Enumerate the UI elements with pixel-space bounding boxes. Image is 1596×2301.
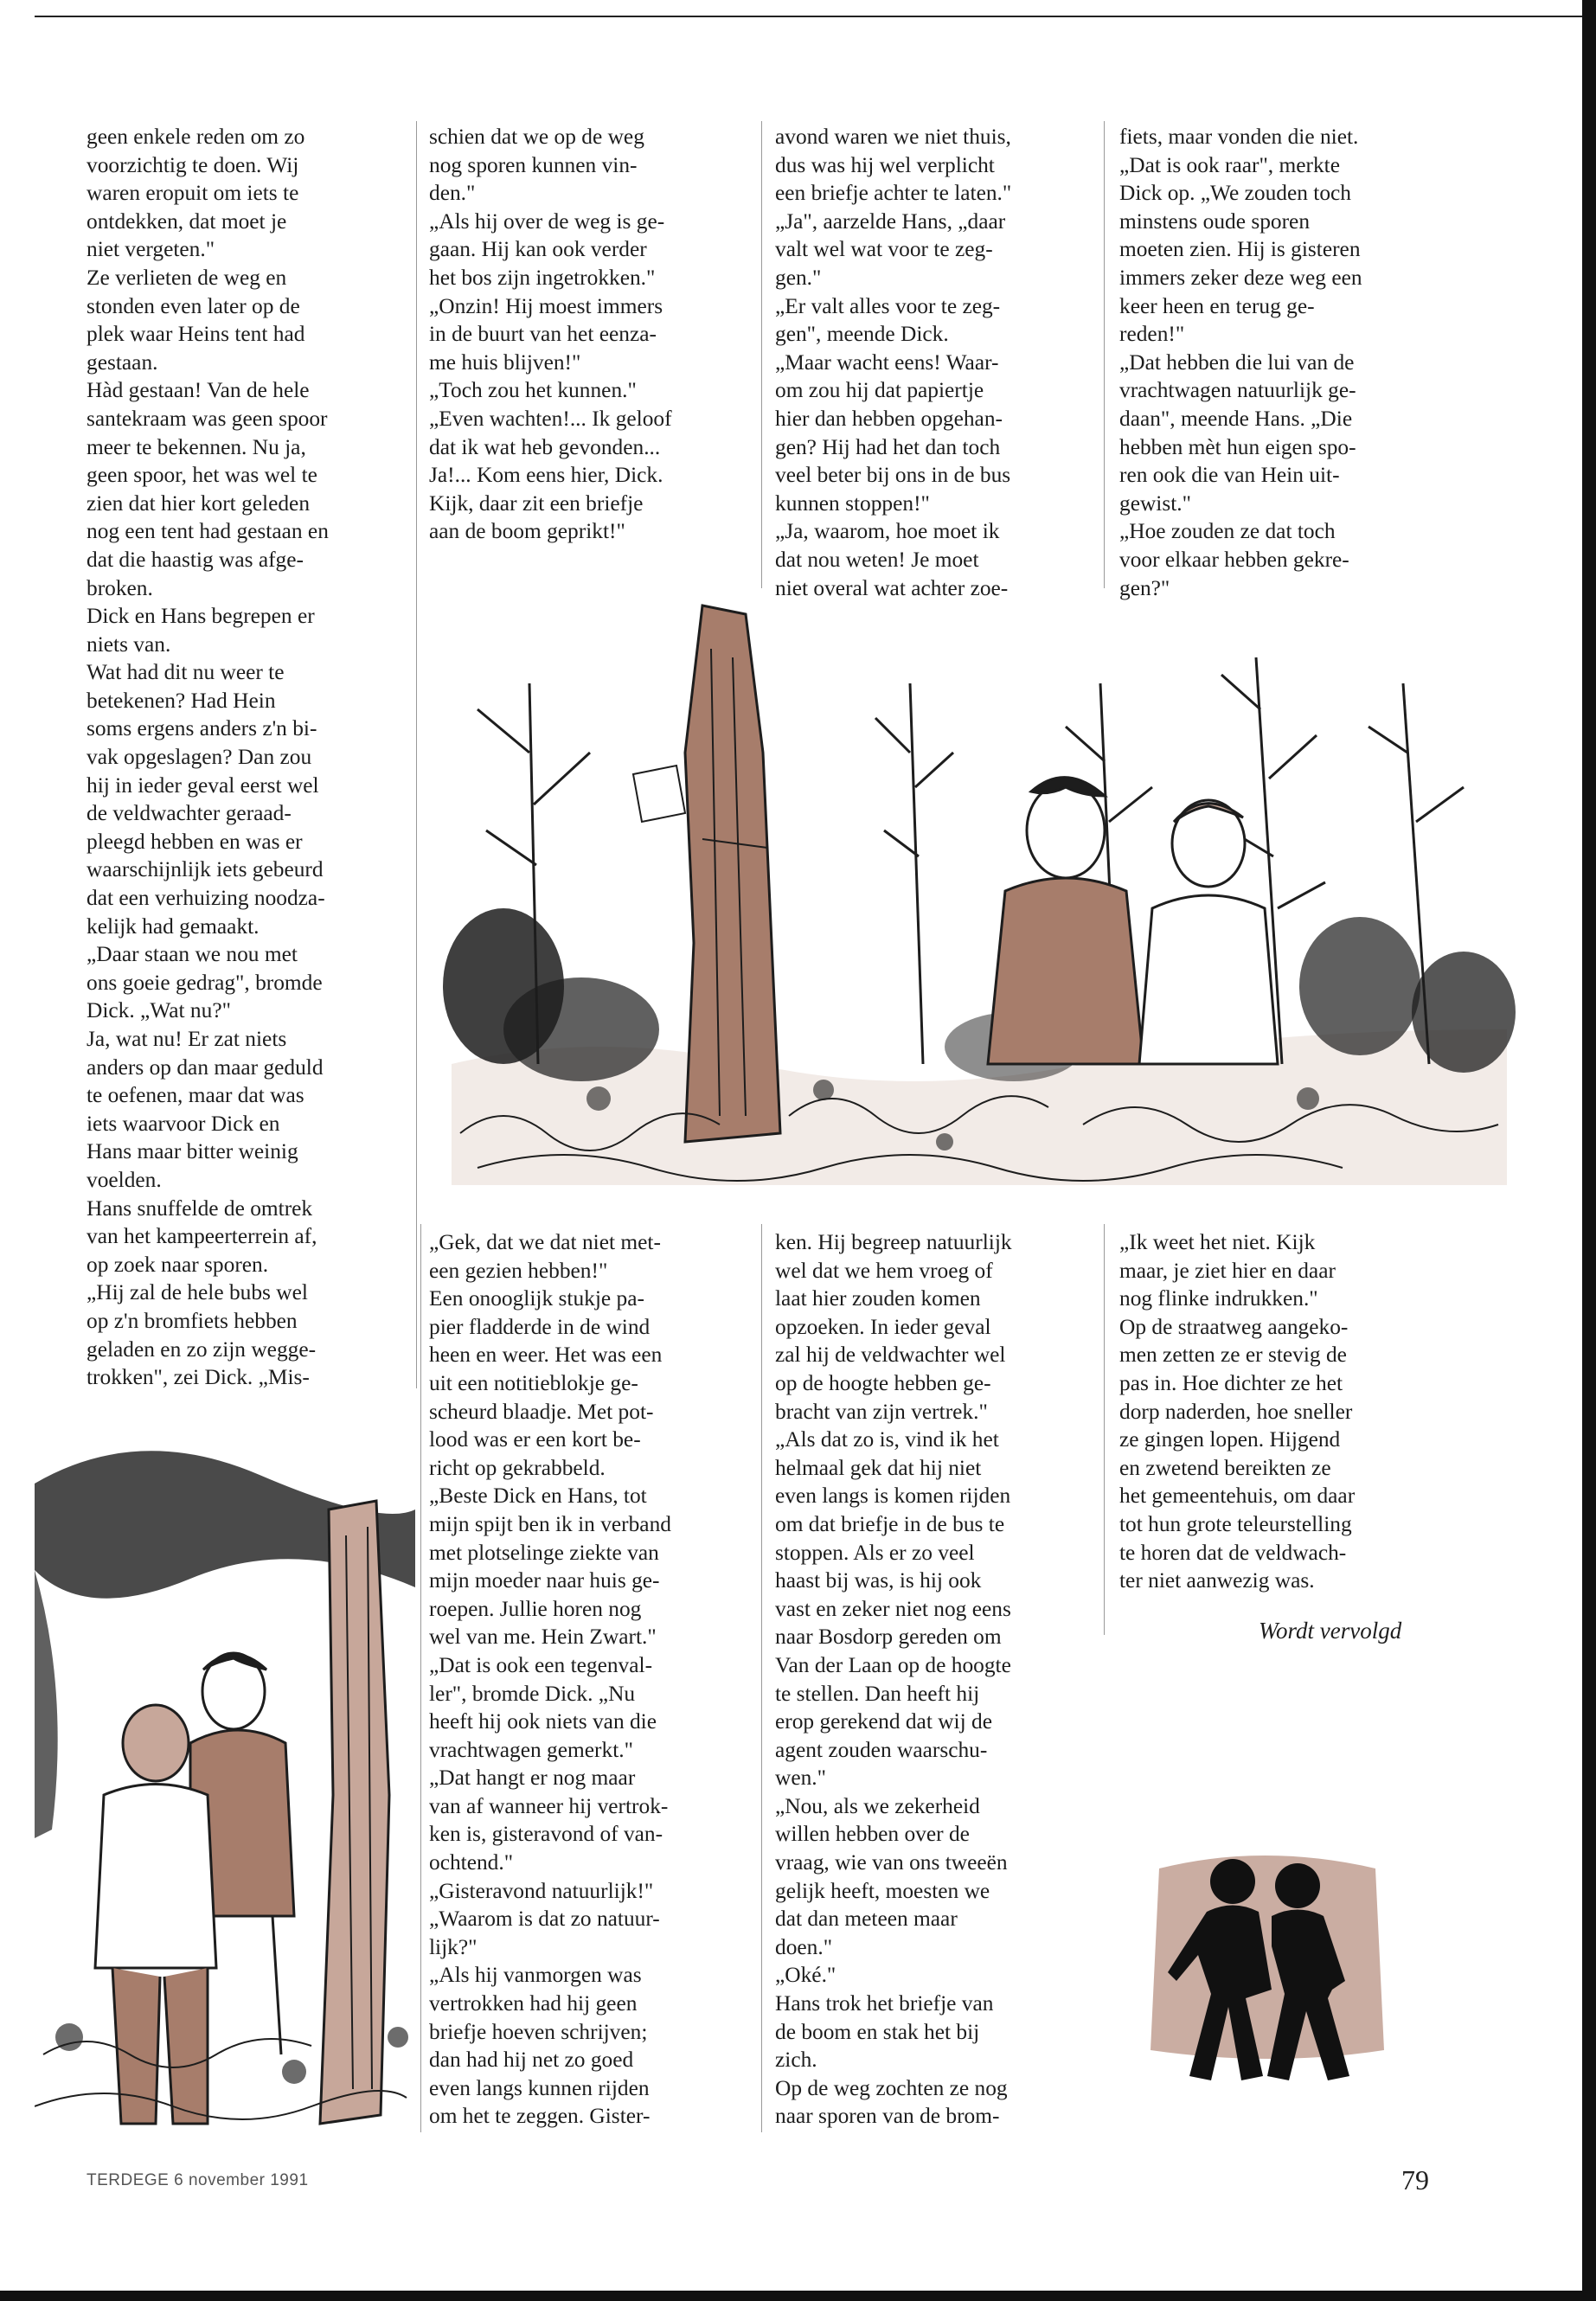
publication-footer: TERDEGE 6 november 1991 bbox=[87, 2171, 309, 2189]
column-rule-6 bbox=[1104, 1224, 1105, 1635]
column-2-bottom-text: „Gek, dat we dat niet met- een gezien hebben!" Een onooglijk stukje pa- pier fladderde in de wind heen en weer. Het was een uit een notitieblokje ge- scheurd blaadje. Met pot- lood was er een kort be- richt op gekrabbeld. „Beste Dick en Hans, tot mijn spijt ben ik in verband met plotselinge ziekte van mijn moeder naar huis ge- roepen. Jullie horen nog wel van me. Hein Zwart." „Dat is ook een tegenval- ler", bromde Dick. „Nu heeft hij ook niets van die vrachtwagen gemerkt." „Dat hangt er nog maar van af wanneer hij vertrok- ken is, gisteravond of van- ochtend." „Gisteravond natuurlijk!" „Waarom is dat zo natuur- lijk?" „Als hij vanmorgen was vertrokken had hij geen briefje hoeven schrijven; dan had hij net zo goed even langs kunnen rijden om het te zeggen. Gister- bbox=[429, 1230, 671, 2129]
walking-boys-silhouette-svg bbox=[1142, 1834, 1393, 2093]
column-2-top bbox=[429, 123, 740, 546]
column-rule-2 bbox=[761, 121, 762, 588]
page-edge-right bbox=[1582, 0, 1596, 2301]
column-3-top-text: avond waren we niet thuis, dus was hij wel verplicht een briefje achter te laten." „Ja", aarzelde Hans, „daar valt wel wat voor te zeg- gen." „Er valt alles voor te zeg- gen", meende Dick. „Maar wacht eens! Waar- om zou hij dat papiertje hier dan hebben opgehan- gen? Hij had het dan toch veel beter bij ons in de bus kunnen stoppen!" „Ja, waarom, hoe moet ik dat nou weten! Je moet niet overal wat achter zoe- bbox=[775, 125, 1012, 600]
column-1-top-text: geen enkele reden om zo voorzichtig te doen. Wij waren eropuit om iets te ontdekken, dat moet je niet vergeten." Ze verlieten de weg en stonden even later op de plek waar Heins tent had gestaan. Hàd gestaan! Van de hele santekraam was geen spoor meer te bekennen. Nu ja, geen spoor, het was wel te zien dat hier kort geleden nog een tent had gestaan en dat die haastig was afge- broken. Dick en Hans begrepen er niets van. Wat had dit nu weer te betekenen? Had Hein soms ergens anders z'n bi- vak opgeslagen? Dan zou hij in ieder geval eerst wel de veldwachter geraad- pleegd hebben en was er waarschijnlijk iets gebeurd dat een verhuizing noodza- kelijk had gemaakt. „Daar staan we nou met ons goeie gedrag", bromde Dick. „Wat nu?" Ja, wat nu! Er zat niets anders op dan maar geduld te oefenen, maar dat was iets waarvoor Dick en Hans maar bitter weinig voelden. Hans snuffelde de omtrek van het kampeerterrein af, op zoek naar sporen. „Hij zal de hele bubs wel op z'n bromfiets hebben geladen en zo zijn wegge- trokken", zei Dick. „Mis- bbox=[87, 125, 329, 1390]
continued-label: Wordt vervolgd bbox=[1259, 1618, 1402, 1644]
column-4-bottom bbox=[1119, 1228, 1448, 1595]
page-number: 79 bbox=[1401, 2164, 1429, 2195]
forest-illustration bbox=[426, 580, 1524, 1194]
forest-illustration-svg bbox=[426, 580, 1524, 1194]
page-edge-bottom bbox=[0, 2291, 1596, 2301]
column-2-top-text: schien dat we op de weg nog sporen kunnen vin- den." „Als hij over de weg is ge- gaan. Hij kan ook verder het bos zijn ingetrokken." „Onzin! Hij moest immers in de buurt van het eenza- me huis blijven!" „Toch zou het kunnen." „Even wachten!... Ik geloof dat ik wat heb gevonden... Ja!... Kom eens hier, Dick. Kijk, daar zit een briefje aan de boom geprikt!" bbox=[429, 125, 672, 544]
column-rule-4 bbox=[420, 1224, 421, 2132]
column-1-top bbox=[87, 123, 407, 1392]
column-rule-3 bbox=[1104, 121, 1105, 588]
column-4-bottom-text: „Ik weet het niet. Kijk maar, je ziet hier en daar nog flinke indrukken." Op de straatweg aangeko- men zetten ze er stevig de pas in. Hoe dichter ze het dorp naderden, hoe sneller ze gingen lopen. Hijgend en zwetend bereikten ze het gemeentehuis, om daar tot hun grote teleurstelling te horen dat de veldwach- ter niet aanwezig was. bbox=[1119, 1230, 1356, 1593]
column-4-top-text: fiets, maar vonden die niet. „Dat is ook raar", merkte Dick op. „We zouden toch minstens oude sporen moeten zien. Hij is gisteren immers zeker deze weg een keer heen en terug ge- reden!" „Dat hebben die lui van de vrachtwagen natuurlijk ge- daan", meende Hans. „Die hebben mèt hun eigen spo- ren ook die van Hein uit- gewist." „Hoe zouden ze dat toch voor elkaar hebben gekre- gen?" bbox=[1119, 125, 1362, 600]
walking-boys-silhouette bbox=[1142, 1834, 1393, 2093]
page-edge-top bbox=[35, 16, 1596, 17]
column-rule-5 bbox=[761, 1224, 762, 2132]
column-3-top bbox=[775, 123, 1086, 602]
column-2-bottom bbox=[429, 1228, 749, 2131]
column-3-bottom bbox=[775, 1228, 1095, 2131]
column-3-bottom-text: ken. Hij begreep natuurlijk wel dat we hem vroeg of laat hier zouden komen opzoeken. In ieder geval zal hij de veldwachter wel op de hoogte hebben ge- bracht van zijn vertrek." „Als dat zo is, vind ik het helmaal gek dat hij niet even langs is komen rijden om dat briefje in de bus te stoppen. Als er zo veel haast bij was, is hij ook vast en zeker niet nog eens naar Bosdorp gereden om Van der Laan op de hoogte te stellen. Dan heeft hij erop gerekend dat wij de agent zouden waarschu- wen." „Nou, als we zekerheid willen hebben over de vraag, wie van ons tweeën gelijk heeft, moesten we dat dan meteen maar doen." „Oké." Hans trok het briefje van de boom en stak het bij zich. Op de weg zochten ze nog naar sporen van de brom- bbox=[775, 1230, 1012, 2129]
column-4-top bbox=[1119, 123, 1448, 602]
column-rule-1 bbox=[416, 121, 417, 1388]
boys-by-tree-illustration-svg bbox=[35, 1432, 415, 2141]
boys-by-tree-illustration bbox=[35, 1432, 415, 2141]
